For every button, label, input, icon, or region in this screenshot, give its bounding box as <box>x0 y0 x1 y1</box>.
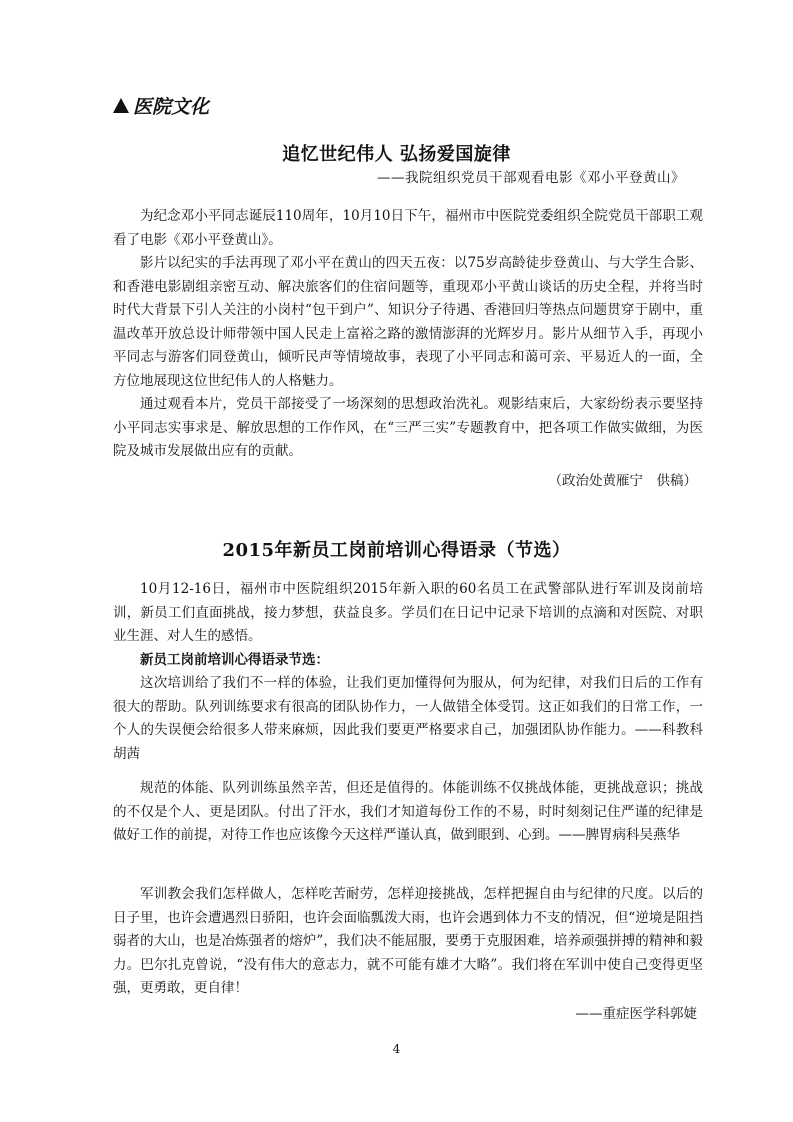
subheading: 新员工岗前培训心得语录节选： <box>140 651 329 668</box>
section-header <box>113 92 209 119</box>
quote-signature: ——重症医学科郭婕 <box>575 1006 697 1022</box>
paragraph: 影片以纪实的手法再现了邓小平在黄山的四天五夜：以75岁高龄徒步登黄山、与大学生合影、和香港电影剧组亲密互动、解决旅客们的住宿问题等，重现邓小平黄山谈话的历史全程，并将当时时代大背景下引人关注的小岗村“包干到户”、知识分子待遇、香港回归等热点问题贯穿于剧中，重温改革开放总设计师带领中国人民走上富裕之路的激情澎湃的光辉岁月。影片从细节入手，再现小平同志与游客们同登黄山，倾听民声等情境故事，表现了小平同志和蔼可亲、平易近人的一面，全方位地展现这位世纪伟人的人格魅力。 <box>113 255 703 389</box>
paragraph: 10月12-16日，福州市中医院组织2015年新入职的60名员工在武警部队进行军训及岗前培训，新员工们直面挑战，接力梦想，获益良多。学员们在日记中记录下培训的点滴和对医院、对职业生涯、对人生的感悟。 <box>113 581 703 644</box>
paragraph: 为纪念邓小平同志诞辰110周年，10月10日下午，福州市中医院党委组织全院党员干部职工观看了电影《邓小平登黄山》。 <box>113 208 703 248</box>
quote: 军训教会我们怎样做人，怎样吃苦耐劳，怎样迎接挑战，怎样把握自由与纪律的尺度。以后的日子里，也许会遭遇烈日骄阳，也许会面临瓢泼大雨，也许会遇到体力不支的情况，但“逆境是阻挡弱者的大山，也是冶炼强者的熔炉”，我们决不能屈服，要勇于克服困难，培养顽强拼搏的精神和毅力。巴尔扎克曾说，“没有伟大的意志力，就不可能有雄才大略”。我们将在军训中使自己变得更坚强，更勇敢，更自律！ <box>113 886 703 996</box>
article-title-2: 2015年新员工岗前培训心得语录（节选） <box>222 540 571 561</box>
article-subtitle: ——我院组织党员干部观看电影《邓小平登黄山》 <box>377 170 685 186</box>
article-title: 追忆世纪伟人 弘扬爱国旋律 <box>282 144 511 165</box>
quote-block <box>113 883 703 1001</box>
paragraph: 通过观看本片，党员干部接受了一场深刻的思想政治洗礼。观影结束后，大家纷纷表示要坚持小平同志实事求是、解放思想的工作作风，在“三严三实”专题教育中，把各项工作做实做细，为医院及城市发展做出应有的贡献。 <box>113 396 703 459</box>
page-number: 4 <box>392 1042 401 1056</box>
quote: 规范的体能、队列训练虽然辛苦，但还是值得的。体能训练不仅挑战体能，更挑战意识；挑战的不仅是个人、更是团队。付出了汗水，我们才知道每份工作的不易，时时刻刻记住严谨的纪律是做好工作的前提，对待工作也应该像今天这样严谨认真，做到眼到、心到。——脾胃病科吴燕华 <box>113 780 703 843</box>
triangle-icon <box>113 98 129 113</box>
article-body <box>113 205 703 464</box>
section-label: 医院文化 <box>133 96 210 118</box>
byline: （政治处黄雁宁 供稿） <box>548 473 697 489</box>
quote: 这次培训给了我们不一样的体验，让我们更加懂得何为服从，何为纪律，对我们日后的工作有很大的帮助。队列训练要求有很高的团队协作力，一人做错全体受罚。这正如我们的日常工作，一个人的失误便会给很多人带来麻烦，因此我们要更严格要求自己，加强团队协作能力。——科教科胡茜 <box>113 675 703 762</box>
quote-block <box>113 777 703 848</box>
article2-intro <box>113 578 703 672</box>
quote-block <box>113 672 703 766</box>
